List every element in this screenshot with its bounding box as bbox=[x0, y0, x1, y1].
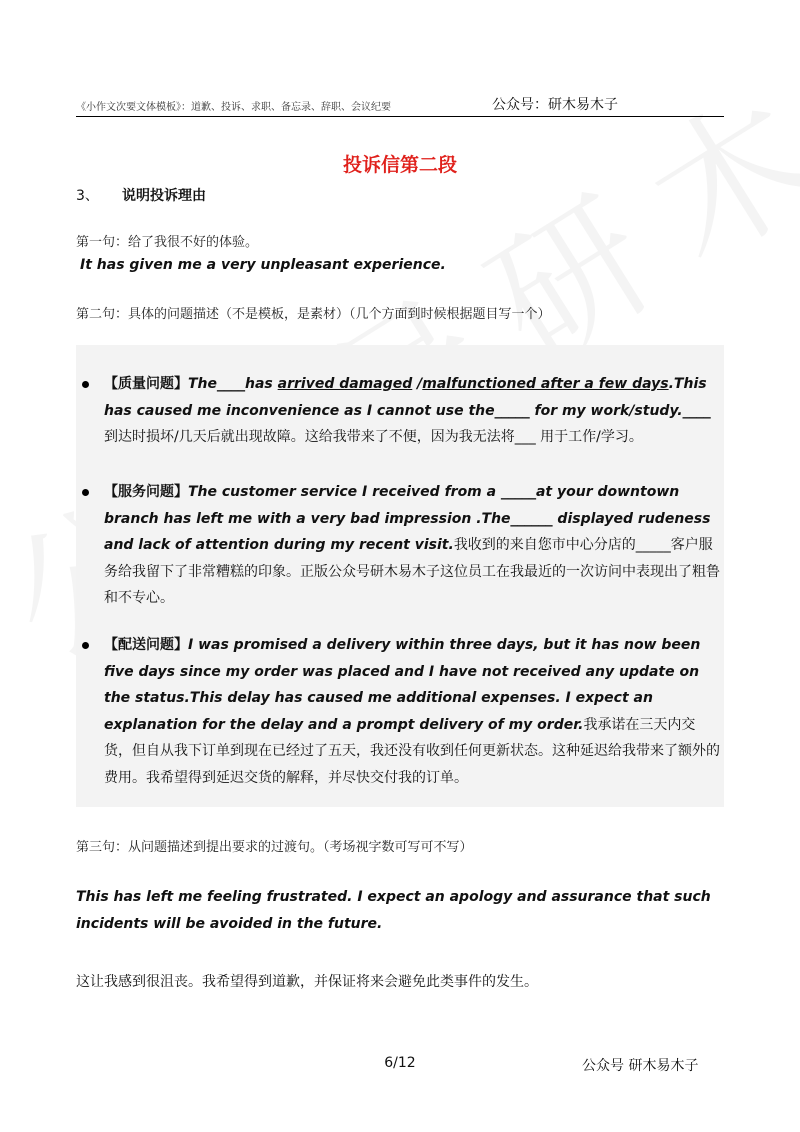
bullet-item-service bbox=[104, 479, 722, 612]
section-heading-text: 说明投诉理由 bbox=[122, 188, 206, 204]
section-heading bbox=[76, 185, 206, 205]
sentence3-english-line1: This has left me feeling frustrated. I expect an apology and assurance that such bbox=[76, 889, 711, 905]
sentence1-english: It has given me a very unpleasant experience. bbox=[80, 257, 446, 273]
item-chinese: 我承诺在三天内交货，但自从我下订单到现在已经过了五天，我还没有收到任何更新状态。这种延迟给我带来了额外的费用。我希望得到延迟交货的解释，并尽快交付我的订单。 bbox=[104, 716, 720, 786]
page-number: 6/12 bbox=[384, 1055, 416, 1071]
item-chinese: 我收到的来自您市中心分店的_____客户服务给我留下了非常糟糕的印象。正版公众号研木易木子这位员工在我最近的一次访问中表现出了粗鲁和不专心。 bbox=[104, 537, 720, 606]
sentence3-chinese: 这让我感到很沮丧。我希望得到道歉，并保证将来会避免此类事件的发生。 bbox=[76, 974, 538, 990]
section-number: 3、 bbox=[76, 188, 99, 204]
item-english-part: .This has caused me inconvenience as I cannot use the_____ for my work/study.____ bbox=[104, 376, 711, 419]
header-right-text: 公众号：研木易木子 bbox=[492, 97, 618, 113]
item-chinese: 到达时损坏/几天后就出现故障。这给我带来了不便，因为我无法将___ 用于工作/学习。 bbox=[104, 429, 643, 445]
page-title: 投诉信第二段 bbox=[342, 154, 457, 176]
bullet-item-delivery bbox=[104, 632, 722, 791]
sentence3-english-line2: incidents will be avoided in the future. bbox=[76, 916, 383, 932]
header-left-text: 《小作文次要文体模板》：道歉、投诉、求职、备忘录、辞职、会议纪要 bbox=[76, 102, 391, 113]
page-header bbox=[76, 96, 724, 117]
sentence1-label: 第一句：给了我很不好的体验。 bbox=[76, 235, 259, 250]
item-english-part: / bbox=[412, 376, 423, 392]
footer-right-text: 公众号 研木易木子 bbox=[582, 1058, 699, 1074]
item-category: 【服务问题】 bbox=[104, 484, 188, 500]
sentence2-label: 第二句：具体的问题描述（不是模板，是素材）（几个方面到时候根据题目写一个） bbox=[76, 307, 551, 322]
sentence3-label: 第三句：从问题描述到提出要求的过渡句。（考场视字数可写可不写） bbox=[76, 840, 473, 855]
bullet-dot-quality bbox=[82, 381, 89, 388]
item-english-part: The____has bbox=[188, 376, 278, 392]
item-english-part: I was promised a delivery within three days, but it has now been five days since my order was placed and I have not received any update on the status.This delay has caused me additional expenses. I expect an explanation for the delay and a prompt delivery of my order. bbox=[104, 637, 701, 733]
bullet-item-quality bbox=[104, 371, 722, 451]
item-english-part: arrived damaged bbox=[277, 376, 413, 392]
bullet-dot-service bbox=[82, 489, 89, 496]
item-category: 【配送问题】 bbox=[104, 637, 188, 653]
item-english-part: The customer service I received from a _____at your downtown branch has left me with a very bad impression .The______ displayed rudeness and lack of attention during my recent visit. bbox=[104, 484, 711, 553]
bullet-dot-delivery bbox=[82, 642, 89, 649]
item-category: 【质量问题】 bbox=[104, 376, 188, 392]
item-english-part: malfunctioned after a few days bbox=[422, 376, 669, 392]
